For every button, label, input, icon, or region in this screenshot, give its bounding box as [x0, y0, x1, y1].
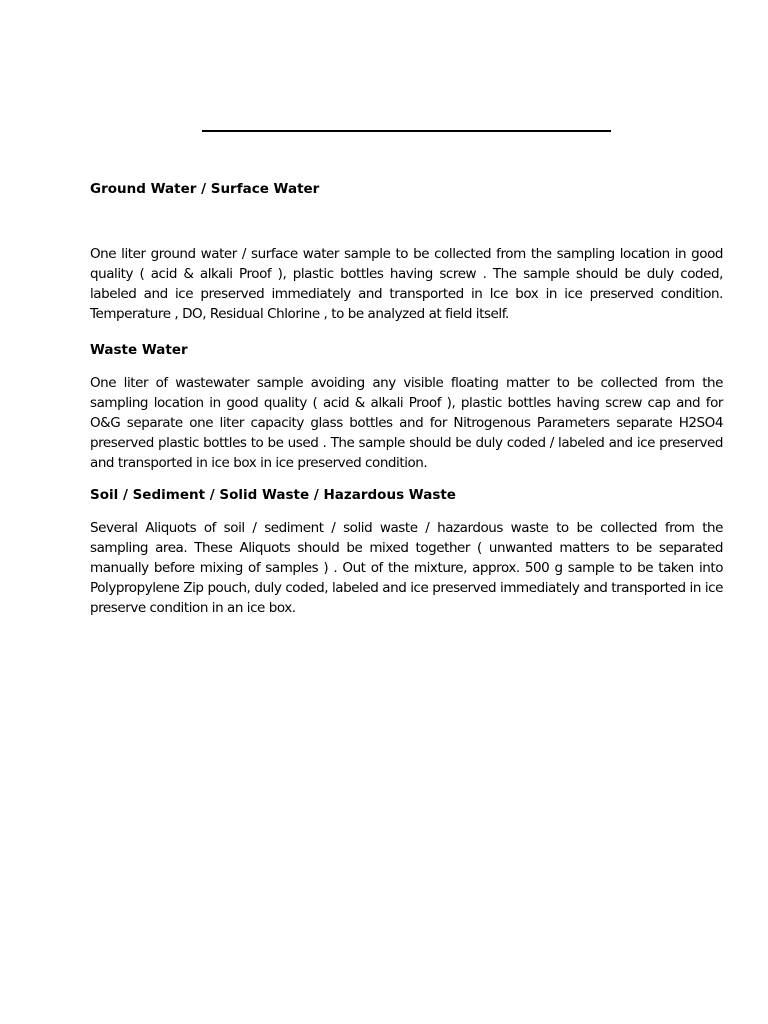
horizontal-rule — [202, 130, 611, 132]
section-paragraph-waste-water: One liter of wastewater sample avoiding any visible floating matter to be collected from the sampling location in good quality ( acid & alkali Proof ), plastic bottles having screw cap and for O&G separate one liter capacity glass bottles and for Nitrogenous Parameters separate H2SO4 preserved plastic bottles to be used . The sample should be duly coded / labeled and ice preserved and transported in ice box in ice preserved condition. — [90, 375, 723, 471]
section-heading-waste-water: Waste Water — [90, 342, 188, 358]
section-paragraph-ground-water: One liter ground water / surface water sample to be collected from the sampling location in good quality ( acid & alkali Proof ), plastic bottles having screw . The sample should be duly coded, labeled and ice preserved immediately and transported in Ice box in ice preserved condition. Temperature , DO, Residual Chlorine , to be analyzed at field itself. — [90, 246, 723, 322]
document-body — [90, 179, 723, 618]
section-heading-soil-sediment: Soil / Sediment / Solid Waste / Hazardous Waste — [90, 487, 456, 503]
section-paragraph-soil-sediment: Several Aliquots of soil / sediment / solid waste / hazardous waste to be collected from the sampling area. These Aliquots should be mixed together ( unwanted matters to be separated manually before mixing of samples ) . Out of the mixture, approx. 500 g sample to be taken into Polypropylene Zip pouch, duly coded, labeled and ice preserved immediately and transported in ice preserve condition in an ice box. — [90, 520, 723, 616]
section-heading-ground-water: Ground Water / Surface Water — [90, 181, 320, 197]
